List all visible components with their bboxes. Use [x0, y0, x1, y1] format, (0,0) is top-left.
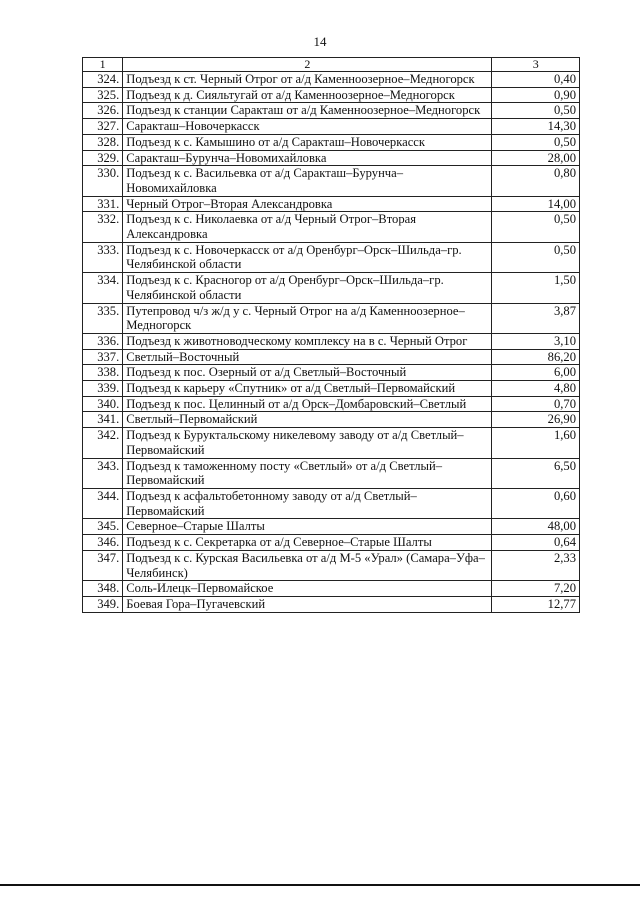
road-name: Светлый–Восточный: [123, 349, 492, 365]
road-length: 2,33: [492, 550, 580, 580]
row-number: 341.: [83, 412, 123, 428]
table-row: [83, 166, 580, 196]
road-length: 6,00: [492, 365, 580, 381]
road-name: Подъезд к с. Красногор от а/д Оренбург–Орск–Шильда–гр. Челябинской области: [123, 273, 492, 303]
road-length: 0,60: [492, 488, 580, 518]
row-number: 330.: [83, 166, 123, 196]
row-number: 325.: [83, 87, 123, 103]
table-row: [83, 72, 580, 88]
road-length: 14,30: [492, 119, 580, 135]
table-body: [83, 72, 580, 613]
road-name: Путепровод ч/з ж/д у с. Черный Отрог на а/д Каменноозерное–Медногорск: [123, 303, 492, 333]
road-length: 3,10: [492, 333, 580, 349]
table-row: [83, 458, 580, 488]
road-length: 3,87: [492, 303, 580, 333]
row-number: 337.: [83, 349, 123, 365]
table-row: [83, 303, 580, 333]
row-number: 348.: [83, 581, 123, 597]
road-name: Подъезд к асфальтобетонному заводу от а/д Светлый–Первомайский: [123, 488, 492, 518]
row-number: 336.: [83, 333, 123, 349]
road-length: 14,00: [492, 196, 580, 212]
road-length: 0,90: [492, 87, 580, 103]
row-number: 344.: [83, 488, 123, 518]
column-header-2: 2: [123, 58, 492, 72]
road-name: Подъезд к пос. Озерный от а/д Светлый–Восточный: [123, 365, 492, 381]
table-row: [83, 150, 580, 166]
road-length: 28,00: [492, 150, 580, 166]
row-number: 334.: [83, 273, 123, 303]
row-number: 347.: [83, 550, 123, 580]
road-name: Подъезд к таможенному посту «Светлый» от а/д Светлый–Первомайский: [123, 458, 492, 488]
table-row: [83, 396, 580, 412]
road-length: 0,64: [492, 535, 580, 551]
column-header-3: 3: [492, 58, 580, 72]
road-length: 0,40: [492, 72, 580, 88]
row-number: 324.: [83, 72, 123, 88]
road-length: 12,77: [492, 596, 580, 612]
bottom-rule: [0, 884, 640, 886]
road-name: Северное–Старые Шалты: [123, 519, 492, 535]
table-row: [83, 333, 580, 349]
road-name: Подъезд к с. Секретарка от а/д Северное–Старые Шалты: [123, 535, 492, 551]
table-row: [83, 519, 580, 535]
road-name: Подъезд к станции Саракташ от а/д Каменноозерное–Медногорск: [123, 103, 492, 119]
road-length: 7,20: [492, 581, 580, 597]
road-name: Подъезд к ст. Черный Отрог от а/д Каменноозерное–Медногорск: [123, 72, 492, 88]
road-length: 1,50: [492, 273, 580, 303]
road-length: 0,50: [492, 242, 580, 272]
table-row: [83, 87, 580, 103]
row-number: 345.: [83, 519, 123, 535]
road-register-table: [82, 57, 580, 613]
road-length: 0,50: [492, 134, 580, 150]
row-number: 340.: [83, 396, 123, 412]
column-header-1: 1: [83, 58, 123, 72]
row-number: 327.: [83, 119, 123, 135]
row-number: 343.: [83, 458, 123, 488]
table-row: [83, 488, 580, 518]
road-name: Подъезд к карьеру «Спутник» от а/д Светлый–Первомайский: [123, 381, 492, 397]
road-name: Подъезд к Буруктальскому никелевому заводу от а/д Светлый–Первомайский: [123, 428, 492, 458]
table-header-row: [83, 58, 580, 72]
row-number: 332.: [83, 212, 123, 242]
row-number: 339.: [83, 381, 123, 397]
road-name: Подъезд к с. Васильевка от а/д Саракташ–Бурунча–Новомихайловка: [123, 166, 492, 196]
table-row: [83, 365, 580, 381]
row-number: 333.: [83, 242, 123, 272]
road-length: 1,60: [492, 428, 580, 458]
road-name: Светлый–Первомайский: [123, 412, 492, 428]
road-name: Черный Отрог–Вторая Александровка: [123, 196, 492, 212]
table-row: [83, 242, 580, 272]
road-name: Подъезд к пос. Целинный от а/д Орск–Домбаровский–Светлый: [123, 396, 492, 412]
road-length: 26,90: [492, 412, 580, 428]
road-length: 0,70: [492, 396, 580, 412]
row-number: 331.: [83, 196, 123, 212]
table-row: [83, 103, 580, 119]
table-row: [83, 381, 580, 397]
table-row: [83, 134, 580, 150]
table-row: [83, 596, 580, 612]
road-name: Подъезд к с. Новочеркасск от а/д Оренбург–Орск–Шильда–гр. Челябинской области: [123, 242, 492, 272]
road-length: 0,50: [492, 103, 580, 119]
row-number: 326.: [83, 103, 123, 119]
road-name: Боевая Гора–Пугачевский: [123, 596, 492, 612]
road-length: 86,20: [492, 349, 580, 365]
road-length: 0,80: [492, 166, 580, 196]
road-length: 4,80: [492, 381, 580, 397]
table-row: [83, 412, 580, 428]
table-row: [83, 535, 580, 551]
page-number: 14: [313, 34, 327, 49]
table-row: [83, 119, 580, 135]
road-name: Подъезд к с. Камышино от а/д Саракташ–Новочеркасск: [123, 134, 492, 150]
table-row: [83, 349, 580, 365]
road-name: Соль-Илецк–Первомайское: [123, 581, 492, 597]
road-name: Саракташ–Новочеркасск: [123, 119, 492, 135]
table-row: [83, 273, 580, 303]
road-name: Подъезд к д. Сияльтугай от а/д Каменноозерное–Медногорск: [123, 87, 492, 103]
table-row: [83, 196, 580, 212]
row-number: 349.: [83, 596, 123, 612]
row-number: 329.: [83, 150, 123, 166]
row-number: 328.: [83, 134, 123, 150]
table-row: [83, 581, 580, 597]
road-name: Подъезд к животноводческому комплексу на в с. Черный Отрог: [123, 333, 492, 349]
road-length: 48,00: [492, 519, 580, 535]
table-row: [83, 550, 580, 580]
road-length: 0,50: [492, 212, 580, 242]
road-name: Подъезд к с. Николаевка от а/д Черный Отрог–Вторая Александровка: [123, 212, 492, 242]
road-name: Саракташ–Бурунча–Новомихайловка: [123, 150, 492, 166]
road-length: 6,50: [492, 458, 580, 488]
road-name: Подъезд к с. Курская Васильевка от а/д М-5 «Урал» (Самара–Уфа–Челябинск): [123, 550, 492, 580]
table-row: [83, 428, 580, 458]
row-number: 342.: [83, 428, 123, 458]
row-number: 335.: [83, 303, 123, 333]
row-number: 346.: [83, 535, 123, 551]
row-number: 338.: [83, 365, 123, 381]
table-row: [83, 212, 580, 242]
